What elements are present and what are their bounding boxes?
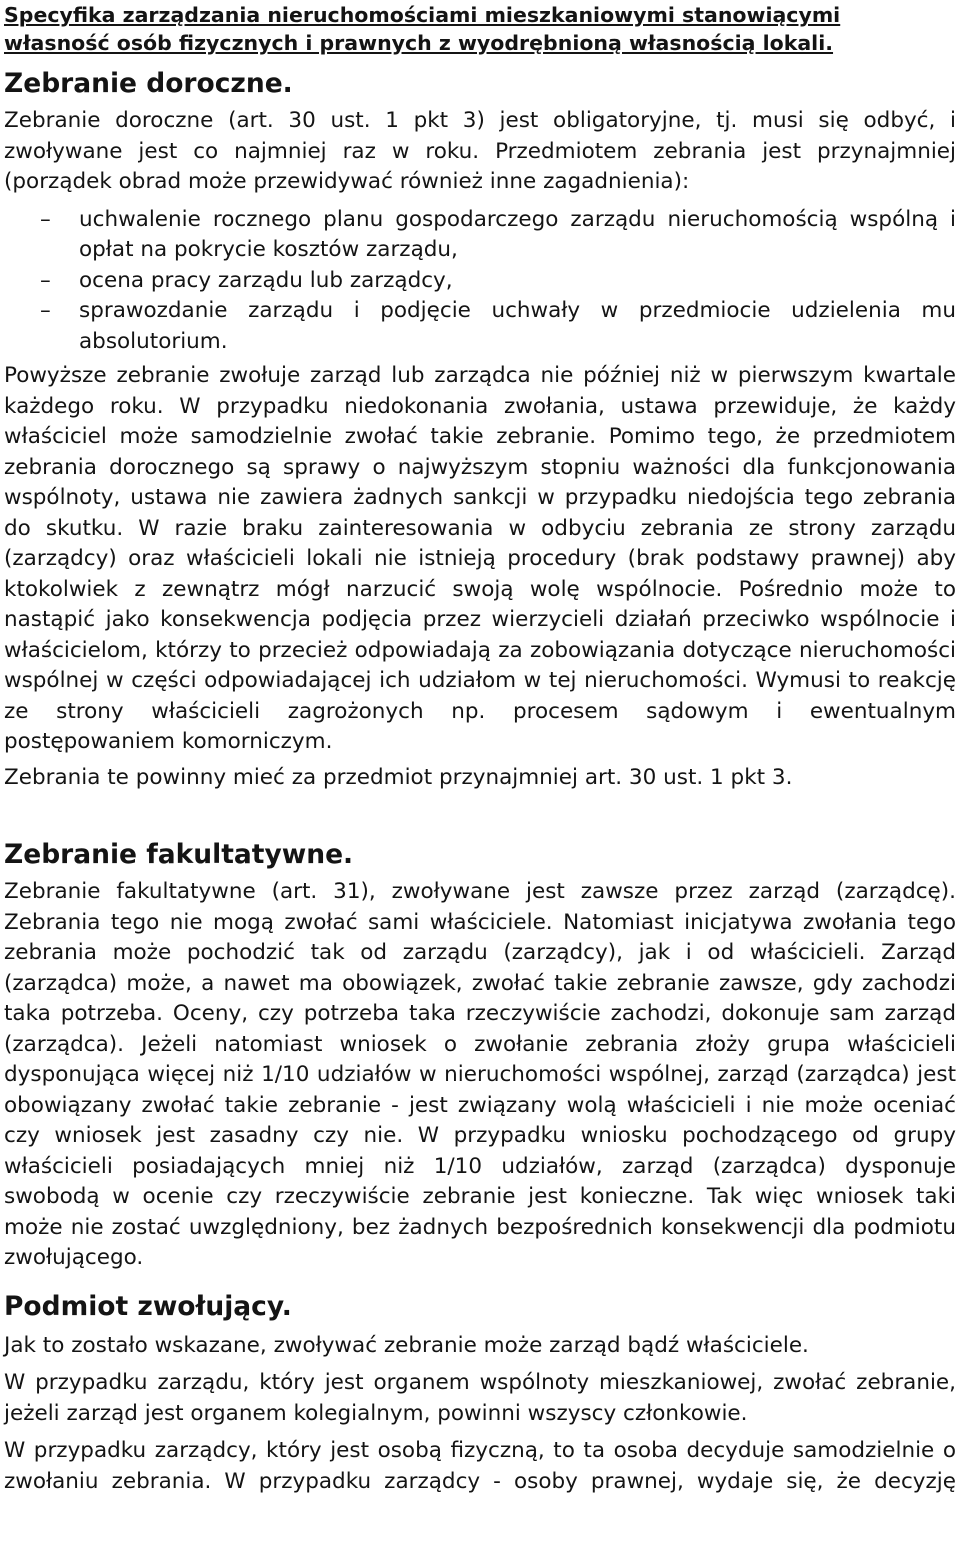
section-heading-convening-party: Podmiot zwołujący. [4, 1290, 292, 1322]
optional-meeting-paragraph: Zebranie fakultatywne (art. 31), zwoływane jest zawsze przez zarząd (zarządcę). Zebrania tego nie mogą zwołać sami właściciele. Natomiast inicjatywa zwołania tego zebrania może pochodzić tak od zarządu (zarządcy), jak i od właścicieli. Zarząd (zarządca) może, a nawet ma obowiązek, zwołać takie zebranie zawsze, gdy zachodzi taka potrzeba. Oceny, czy potrzeba taka rzeczywiście zachodzi, dokonuje sam zarząd (zarządca). Jeżeli natomiast wniosek o zwołanie zebrania złoży grupa właścicieli dysponująca więcej niż 1/10 udziałów w nieruchomości wspólnej, zarząd (zarządca) jest obowiązany zwołać takie zebranie - jest związany wolą właścicieli i nie może oceniać czy wniosek jest zasadny czy nie. W przypadku wniosku pochodzącego od grupy właścicieli posiadających mniej niż 1/10 udziałów, zarząd (zarządca) dysponuje swobodą w ocenie czy rzeczywiście zebranie jest konieczne. Tak więc wniosek taki może nie zostać uwzględniony, bez żadnych bezpośrednich konsekwencji dla podmiotu zwołującego. [4, 879, 956, 1270]
document-title-line-2: własność osób fizycznych i prawnych z wyodrębnioną własnością lokali. [4, 31, 834, 55]
convening-party-paragraph-1: Jak to zostało wskazane, zwoływać zebranie może zarząd bądź właściciele. [4, 1332, 809, 1358]
section-heading-optional-meeting: Zebranie fakultatywne. [4, 839, 354, 870]
dash-bullet-icon: – [40, 298, 51, 323]
list-item [4, 266, 956, 297]
annual-meeting-agenda-list [4, 205, 956, 358]
section-heading-annual-meeting: Zebranie doroczne. [4, 68, 293, 99]
convening-party-paragraph-2: W przypadku zarządu, który jest organem wspólnoty mieszkaniowej, zwołać zebranie, jeżeli zarząd jest organem kolegialnym, powinni wszyscy członkowie. [4, 1370, 956, 1426]
convening-party-paragraph-3: W przypadku zarządcy, który jest osobą fizyczną, to ta osoba decyduje samodzielnie o zwołaniu zebrania. W przypadku zarządcy - osoby prawnej, wydaje się, że decyzję [4, 1438, 956, 1494]
list-item-text: ocena pracy zarządu lub zarządcy, [79, 267, 453, 293]
list-item [4, 296, 956, 357]
dash-bullet-icon: – [40, 267, 51, 293]
list-item [4, 205, 956, 266]
annual-meeting-intro: Zebranie doroczne (art. 30 ust. 1 pkt 3) jest obligatoryjne, tj. musi się odbyć, i zwoływane jest co najmniej raz w roku. Przedmiotem zebrania jest przynajmniej (porządek obrad może przewidywać również inne zagadnienia): [4, 108, 956, 194]
annual-meeting-paragraph: Powyższe zebranie zwołuje zarząd lub zarządca nie później niż w pierwszym kwartale każdego roku. W przypadku niedokonania zwołania, ustawa przewiduje, że każdy właściciel może samodzielnie zwołać takie zebranie. Pomimo tego, że przedmiotem zebrania dorocznego są sprawy o najwyższym stopniu ważności dla funkcjonowania wspólnoty, ustawa nie zawiera żadnych sankcji w przypadku niedojścia tego zebrania do skutku. W razie braku zainteresowania w odbyciu zebrania ze strony zarządu (zarządcy) oraz właścicieli lokali nie istnieją procedury (brak podstawy prawnej) aby ktokolwiek z zewnątrz mógł narzucić swoją wolę wspólnocie. Pośrednio może to nastąpić jako konsekwencja podjęcia przez wierzycieli działań przeciwko wspólnocie i właścicielom, którzy to przecież odpowiadają za zobowiązania dotyczące nieruchomości wspólnej w części odpowiadającej ich udziałom w tej nieruchomości. Wymusi to reakcję ze strony właścicieli zagrożonych np. procesem sądowym i ewentualnym postępowaniem komorniczym. [4, 363, 956, 754]
annual-meeting-closing: Zebrania te powinny mieć za przedmiot przynajmniej art. 30 ust. 1 pkt 3. [4, 764, 793, 790]
document-title-line-1: Specyfika zarządzania nieruchomościami mieszkaniowymi stanowiącymi [4, 3, 841, 27]
list-item-text: sprawozdanie zarządu i podjęcie uchwały w przedmiocie udzielenia mu absolutorium. [79, 298, 956, 354]
list-item-text: uchwalenie rocznego planu gospodarczego zarządu nieruchomością wspólną i opłat na pokrycie kosztów zarządu, [79, 206, 956, 262]
dash-bullet-icon: – [40, 206, 51, 232]
